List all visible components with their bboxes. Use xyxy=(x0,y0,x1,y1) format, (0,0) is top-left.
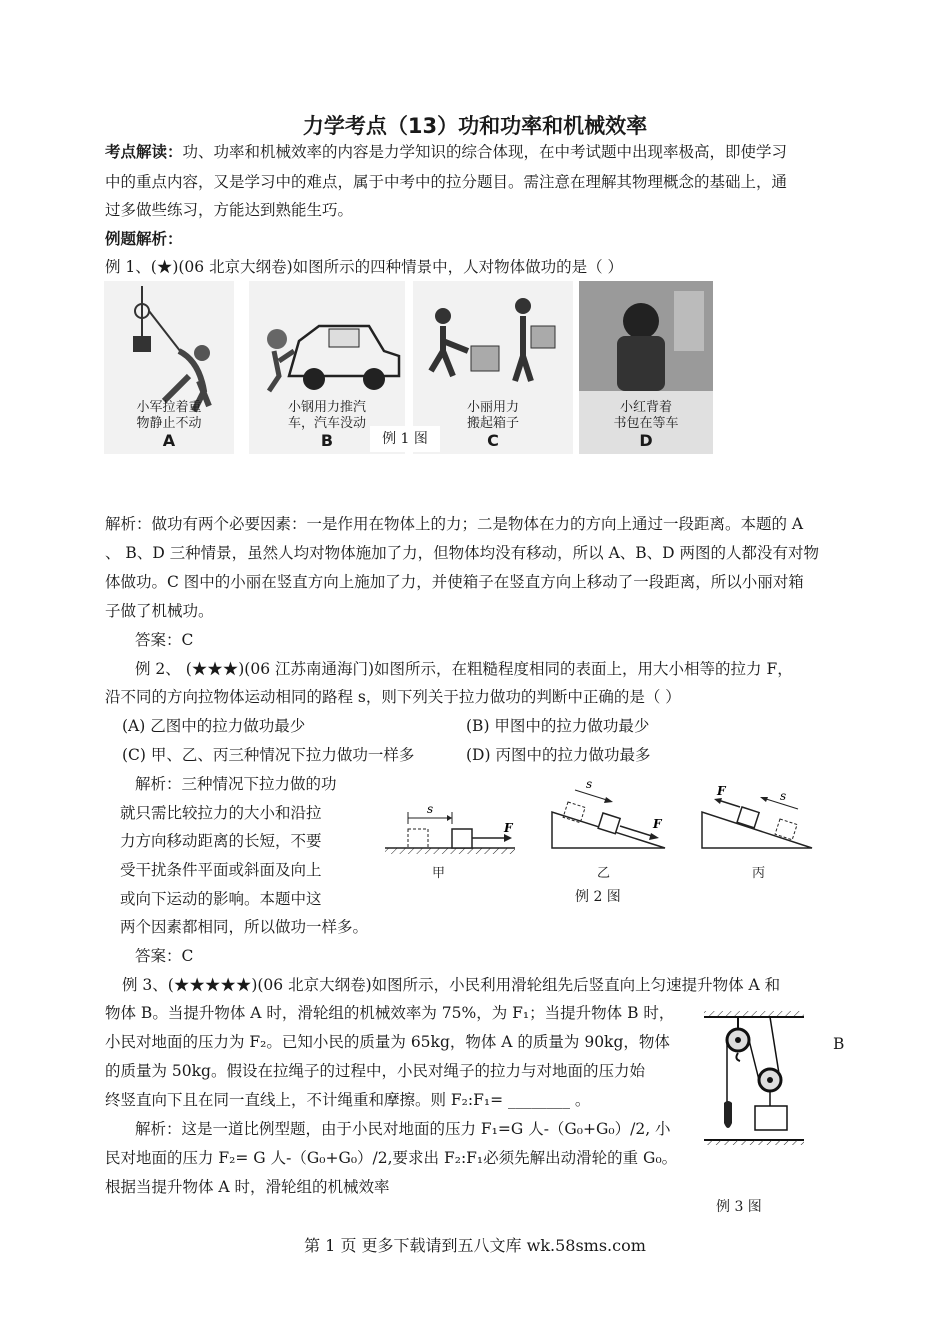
ex3-line-4: 的质量为 50kg。假设在拉绳子的过程中，小民对绳子的拉力与对地面的压力始 xyxy=(105,1062,645,1080)
ex2-label-bing: 丙 xyxy=(752,866,766,881)
intro-line-2: 中的重点内容，又是学习中的难点，属于中考中的拉分题目。需注意在理解其物理概念的基础上，通 xyxy=(105,173,788,191)
ex1-analysis-4: 子做了机械功。 xyxy=(105,602,214,620)
ex3-line-5: 终竖直向下且在同一直线上，不计绳重和摩擦。则 F₂:F₁= ________ 。 xyxy=(105,1091,591,1109)
ex3-side-letter: B xyxy=(833,1035,845,1053)
ex2-analysis-4: 受干扰条件平面或斜面及向上 xyxy=(120,861,322,879)
ex2-label-f-1: F xyxy=(504,821,513,835)
diagram-jia xyxy=(385,812,515,854)
ex2-label-f-2: F xyxy=(653,817,662,831)
ex1-letter-d: D xyxy=(639,431,653,450)
ex2-figure-label: 例 2 图 xyxy=(575,889,621,905)
ex1-answer: 答案：C xyxy=(135,631,194,649)
ex1-letter-a: A xyxy=(162,431,176,450)
intro-line-1 xyxy=(105,142,787,162)
ex1-caption-d2: 书包在等车 xyxy=(613,416,679,431)
ex3-line-2: 物体 B。当提升物体 A 时，滑轮组的机械效率为 75%，为 F₁；当提升物体 B 时， xyxy=(105,1004,675,1022)
ex2-analysis-2: 就只需比较拉力的大小和沿拉 xyxy=(120,804,322,822)
ex2-question-2: 沿不同的方向拉物体运动相同的路程 s，则下列关于拉力做功的判断中正确的是（ ） xyxy=(105,688,681,706)
ex1-image-d xyxy=(579,281,713,454)
ex2-label-f-3: F xyxy=(717,784,726,798)
ex1-letter-b: B xyxy=(320,431,334,450)
ex1-image-a xyxy=(104,281,234,454)
intro-label: 考点解读 xyxy=(105,143,168,161)
ex2-analysis-1: 解析：三种情况下拉力做的功 xyxy=(135,775,337,793)
example-heading: 例题解析： xyxy=(105,230,183,248)
ex3-pulley-diagram xyxy=(700,1008,810,1148)
ex2-label-yi: 乙 xyxy=(597,866,611,881)
ex3-figure-label: 例 3 图 xyxy=(716,1199,762,1215)
ex1-figure-label: 例 1 图 xyxy=(370,426,440,452)
ex2-diagram xyxy=(380,777,787,900)
intro-text-1: 功、功率和机械效率的内容是力学知识的综合体现，在中考试题中出现率极高，即使学习 xyxy=(182,143,788,161)
diagram-bing xyxy=(702,797,812,848)
ex1-caption-b1: 小钢用力推汽 xyxy=(287,400,366,415)
intro-colon: ： xyxy=(167,143,183,161)
ex2-label-s-2: s xyxy=(586,777,593,791)
ex3-line-8: 根据当提升物体 A 时，滑轮组的机械效率 xyxy=(105,1178,390,1196)
ex2-analysis-5: 或向下运动的影响。本题中这 xyxy=(120,890,322,908)
ex1-caption-a1: 小军拉着重 xyxy=(136,400,202,415)
ex1-question: 例 1、(★)(06 北京大纲卷)如图所示的四种情景中，人对物体做功的是（ ） xyxy=(105,258,624,276)
ex1-letter-c: C xyxy=(487,431,499,450)
ex2-analysis-3: 力方向移动距离的长短，不要 xyxy=(120,832,322,850)
ex3-line-6: 解析：这是一道比例型题，由于小民对地面的压力 F₁=G 人-（G₀+G₀）/2, 小 xyxy=(135,1120,671,1138)
page-title: 力学考点（13）功和功率和机械效率 xyxy=(302,114,648,138)
ex2-label-s-1: s xyxy=(427,802,434,816)
ex2-answer: 答案：C xyxy=(135,947,194,965)
ex3-line-1: 例 3、(★★★★★)(06 北京大纲卷)如图所示，小民利用滑轮组先后竖直向上匀速提升物体 A 和 xyxy=(122,976,781,994)
page-footer: 第 1 页 更多下载请到五八文库 wk.58sms.com xyxy=(304,1236,646,1255)
ex2-option-a: (A) 乙图中的拉力做功最少 xyxy=(122,717,306,735)
ex2-option-c: (C) 甲、乙、丙三种情况下拉力做功一样多 xyxy=(122,746,415,764)
ex1-caption-c2: 搬起箱子 xyxy=(466,416,519,431)
intro-line-3: 过多做些练习，方能达到熟能生巧。 xyxy=(105,201,354,219)
ex1-caption-d1: 小红背着 xyxy=(619,400,672,415)
ex3-line-3: 小民对地面的压力为 F₂。已知小民的质量为 65kg，物体 A 的质量为 90kg，物体 xyxy=(105,1033,670,1051)
ex1-analysis-3: 体做功。C 图中的小丽在竖直方向上施加了力，并使箱子在竖直方向上移动了一段距离，所以小丽对箱 xyxy=(105,573,804,591)
ex2-option-d: (D) 丙图中的拉力做功最多 xyxy=(466,746,651,764)
ex1-analysis-2: 、 B、D 三种情景，虽然人均对物体施加了力，但物体均没有移动，所以 A、B、D 两图的人都没有对物 xyxy=(105,544,820,562)
ex2-analysis-6: 两个因素都相同，所以做功一样多。 xyxy=(120,918,369,936)
ex2-label-jia: 甲 xyxy=(432,866,446,881)
ex2-option-b: (B) 甲图中的拉力做功最少 xyxy=(466,717,650,735)
ex1-caption-b2: 车，汽车没动 xyxy=(287,416,366,431)
ex1-analysis-1: 解析：做功有两个必要因素：一是作用在物体上的力；二是物体在力的方向上通过一段距离。本题的 A xyxy=(105,515,804,533)
ex1-caption-c1: 小丽用力 xyxy=(466,400,519,415)
ex2-question-1: 例 2、 (★★★)(06 江苏南通海门)如图所示，在粗糙程度相同的表面上，用大小相等的拉力 F， xyxy=(135,660,793,678)
diagram-yi xyxy=(552,790,665,848)
ex2-label-s-3: s xyxy=(780,789,787,803)
ex1-caption-a2: 物静止不动 xyxy=(136,416,202,431)
ex3-line-7: 民对地面的压力 F₂= G 人-（G₀+G₀）/2,要求出 F₂:F₁必须先解出动滑轮的重 G₀。 xyxy=(105,1149,678,1167)
